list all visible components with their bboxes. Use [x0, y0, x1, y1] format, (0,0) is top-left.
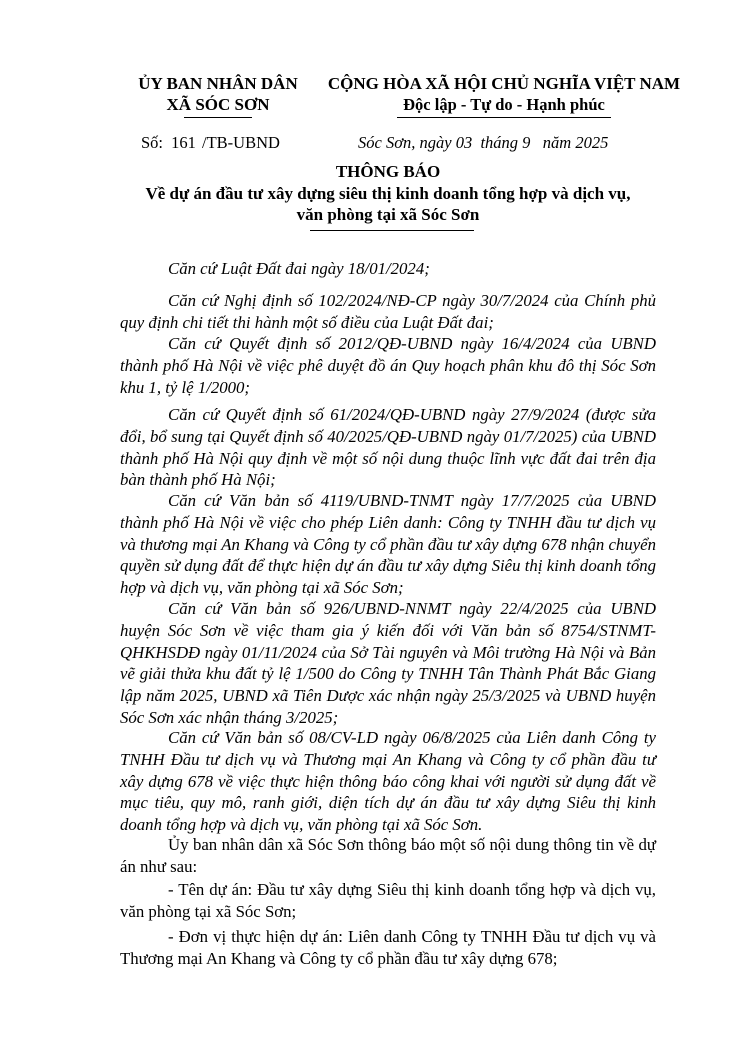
doc-no-suffix: /TB-UBND	[202, 133, 280, 152]
body-project-name: - Tên dự án: Đầu tư xây dựng Siêu thị kinh doanh tổng hợp và dịch vụ, văn phòng tại xã Sóc Sơn;	[120, 880, 656, 921]
place-date: Sóc Sơn, ngày 03 tháng 9 năm 2025	[358, 133, 609, 152]
document-number	[141, 133, 280, 153]
legal-basis-3: Căn cứ Quyết định số 2012/QĐ-UBND ngày 16/4/2024 của UBND thành phố Hà Nội về việc phê duyệt đồ án Quy hoạch phân khu đô thị Sóc Sơn khu 1, tỷ lệ 1/2000;	[120, 334, 656, 397]
motto-underline	[397, 117, 611, 118]
legal-basis-5: Căn cứ Văn bản số 4119/UBND-TNMT ngày 17/7/2025 của UBND thành phố Hà Nội về việc cho phép Liên danh: Công ty TNHH đầu tư dịch vụ và thương mại An Khang và Công ty cổ phần đầu tư xây dựng 678 nhận chuyển quyền sử dụng đất để thực hiện dự án đầu tư xây dựng Siêu thị kinh doanh tổng hợp và dịch vụ, văn phòng tại xã Sóc Sơn;	[120, 491, 656, 598]
issuer-underline	[184, 117, 252, 118]
document-type: THÔNG BÁO	[335, 162, 441, 181]
legal-basis-4: Căn cứ Quyết định số 61/2024/QĐ-UBND ngày 27/9/2024 (được sửa đổi, bổ sung tại Quyết định số 40/2025/QĐ-UBND ngày 01/7/2025) của UBND thành phố Hà Nội quy định về một số nội dung thuộc lĩnh vực đất đai trên địa bàn thành phố Hà Nội;	[120, 405, 656, 490]
issuer-authority: ỦY BAN NHÂN DÂN	[138, 74, 298, 93]
document-subject-line2: văn phòng tại xã Sóc Sơn	[296, 205, 480, 224]
legal-basis-7: Căn cứ Văn bản số 08/CV-LD ngày 06/8/2025 của Liên danh Công ty TNHH Đầu tư dịch vụ và Thương mại An Khang và Công ty cổ phần đầu tư xây dựng 678 về việc thực hiện thông báo công khai với người sử dụng đất về mục tiêu, quy mô, ranh giới, diện tích dự án đầu tư xây dựng Siêu thị kinh doanh tổng hợp và dịch vụ, văn phòng tại xã Sóc Sơn.	[120, 728, 656, 835]
title-underline	[310, 230, 474, 231]
legal-basis-6: Căn cứ Văn bản số 926/UBND-NNMT ngày 22/4/2025 của UBND huyện Sóc Sơn về việc tham gia ý kiến đối với Văn bản số 8754/STNMT-QHKHSDĐ ngày 01/11/2024 của Sở Tài nguyên và Môi trường Hà Nội và Bản vẽ giải thửa khu đất tỷ lệ 1/500 do Công ty TNHH Tân Thành Phát Bắc Giang lập năm 2025, UBND xã Tiên Dược xác nhận ngày 25/3/2025 và UBND huyện Sóc Sơn xác nhận tháng 3/2025;	[120, 599, 656, 727]
doc-no-prefix: Số:	[141, 133, 164, 152]
body-project-executor: - Đơn vị thực hiện dự án: Liên danh Công ty TNHH Đầu tư dịch vụ và Thương mại An Khang và Công ty cổ phần đầu tư xây dựng 678;	[120, 927, 656, 968]
doc-no-value: 161	[171, 133, 196, 152]
legal-basis-1: Căn cứ Luật Đất đai ngày 18/01/2024;	[168, 259, 430, 278]
document-subject-line1: Về dự án đầu tư xây dựng siêu thị kinh doanh tổng hợp và dịch vụ,	[145, 184, 631, 203]
national-title: CỘNG HÒA XÃ HỘI CHỦ NGHĨA VIỆT NAM	[327, 74, 681, 93]
national-motto: Độc lập - Tự do - Hạnh phúc	[403, 95, 605, 114]
issuer-commune: XÃ SÓC SƠN	[166, 95, 270, 114]
legal-basis-2: Căn cứ Nghị định số 102/2024/NĐ-CP ngày 30/7/2024 của Chính phủ quy định chi tiết thi hành một số điều của Luật Đất đai;	[120, 291, 656, 332]
body-intro: Ủy ban nhân dân xã Sóc Sơn thông báo một số nội dung thông tin về dự án như sau:	[120, 835, 656, 876]
